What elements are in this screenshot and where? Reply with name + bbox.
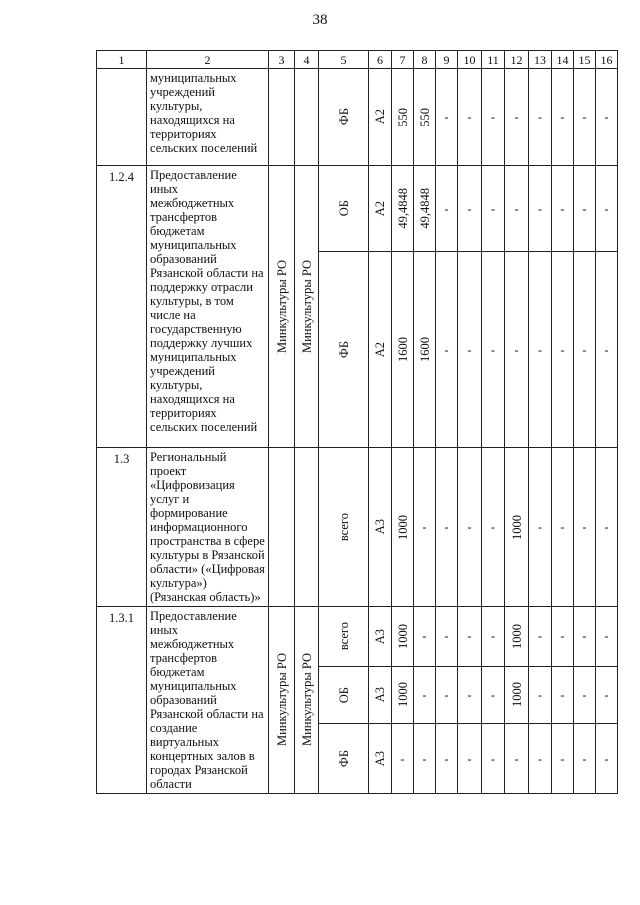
value-cell: - [552, 724, 574, 794]
value-cell: - [529, 69, 552, 166]
value-cell: - [482, 166, 505, 252]
header-cell: 16 [596, 51, 618, 69]
row-number-cell [97, 69, 147, 166]
value-cell: 49,4848 [392, 166, 414, 252]
table-row [97, 448, 618, 607]
value-cell: 550 [414, 69, 436, 166]
value-cell: - [482, 448, 505, 607]
value-cell: - [392, 724, 414, 794]
value-cell: 1000 [505, 448, 529, 607]
value-cell: - [458, 724, 482, 794]
value-cell: - [529, 724, 552, 794]
header-cell: 1 [97, 51, 147, 69]
row-name: Предоставление иных межбюджетных трансфертов бюджетам муниципальных образований Рязанской области на создание виртуальных концертных залов в городах Рязанской области [147, 607, 269, 794]
value-cell: - [505, 166, 529, 252]
value-cell: - [552, 666, 574, 724]
value-cell: - [414, 666, 436, 724]
value-cell: - [552, 69, 574, 166]
executor-cell: Минкультуры РО [295, 166, 319, 448]
value-cell: - [436, 166, 458, 252]
value-cell: - [482, 724, 505, 794]
value-cell: 1000 [392, 607, 414, 667]
value-cell: - [574, 448, 596, 607]
executor-cell [269, 69, 295, 166]
executor-cell: Минкультуры РО [269, 607, 295, 794]
value-cell: 1600 [392, 252, 414, 448]
value-cell: - [596, 448, 618, 607]
value-cell: - [414, 607, 436, 667]
header-cell: 14 [552, 51, 574, 69]
value-cell: - [482, 69, 505, 166]
code-cell: А3 [369, 666, 392, 724]
value-cell: - [529, 448, 552, 607]
value-cell: 550 [392, 69, 414, 166]
table-row [97, 166, 618, 252]
value-cell: - [596, 69, 618, 166]
source-cell: ОБ [319, 666, 369, 724]
value-cell: - [436, 724, 458, 794]
value-cell: - [458, 252, 482, 448]
source-cell: всего [319, 607, 369, 667]
value-cell: - [505, 724, 529, 794]
value-cell: 1000 [505, 666, 529, 724]
source-cell: ФБ [319, 252, 369, 448]
value-cell: - [436, 607, 458, 667]
header-cell: 8 [414, 51, 436, 69]
value-cell: - [482, 607, 505, 667]
value-cell: - [552, 607, 574, 667]
executor-cell [295, 448, 319, 607]
value-cell: - [574, 166, 596, 252]
row-number: 1.3.1 [97, 607, 147, 794]
value-cell: - [414, 448, 436, 607]
header-cell: 12 [505, 51, 529, 69]
source-cell: всего [319, 448, 369, 607]
header-cell: 9 [436, 51, 458, 69]
source-cell: ФБ [319, 724, 369, 794]
executor-cell [269, 448, 295, 607]
header-cell: 7 [392, 51, 414, 69]
value-cell: - [552, 166, 574, 252]
value-cell: - [458, 607, 482, 667]
value-cell: - [596, 166, 618, 252]
header-cell: 6 [369, 51, 392, 69]
value-cell: - [596, 724, 618, 794]
source-cell: ОБ [319, 166, 369, 252]
code-cell: А2 [369, 166, 392, 252]
header-cell: 2 [147, 51, 269, 69]
value-cell: - [574, 252, 596, 448]
value-cell: 49,4848 [414, 166, 436, 252]
value-cell: - [529, 607, 552, 667]
table-row [97, 69, 618, 166]
code-cell: А2 [369, 69, 392, 166]
value-cell: - [436, 69, 458, 166]
header-cell: 13 [529, 51, 552, 69]
executor-cell [295, 69, 319, 166]
table-row [97, 607, 618, 667]
value-cell: - [436, 448, 458, 607]
value-cell: - [482, 666, 505, 724]
code-cell: А3 [369, 724, 392, 794]
source-cell: ФБ [319, 69, 369, 166]
header-cell: 5 [319, 51, 369, 69]
value-cell: - [596, 666, 618, 724]
value-cell: - [529, 166, 552, 252]
value-cell: - [574, 724, 596, 794]
row-name: Предоставление иных межбюджетных трансфертов бюджетам муниципальных образований Рязанской области на поддержку отрасли культуры, в том числе на государственную поддержку лучших муниципальных учреждений культуры, находящихся на территориях сельских поселений [147, 166, 269, 448]
header-cell: 3 [269, 51, 295, 69]
row-number: 1.3 [97, 448, 147, 607]
value-cell: 1000 [392, 448, 414, 607]
value-cell: - [436, 666, 458, 724]
value-cell: - [552, 448, 574, 607]
value-cell: 1000 [392, 666, 414, 724]
value-cell: - [458, 448, 482, 607]
page-number: 38 [312, 12, 328, 28]
value-cell: - [529, 252, 552, 448]
value-cell: - [458, 666, 482, 724]
value-cell: - [552, 252, 574, 448]
value-cell: - [414, 724, 436, 794]
value-cell: - [529, 666, 552, 724]
header-cell: 11 [482, 51, 505, 69]
row-number: 1.2.4 [97, 166, 147, 448]
header-cell: 10 [458, 51, 482, 69]
executor-cell: Минкультуры РО [269, 166, 295, 448]
header-cell: 4 [295, 51, 319, 69]
code-cell: А3 [369, 607, 392, 667]
value-cell: - [458, 166, 482, 252]
value-cell: 1600 [414, 252, 436, 448]
code-cell: А2 [369, 252, 392, 448]
value-cell: - [505, 252, 529, 448]
value-cell: - [505, 69, 529, 166]
value-cell: - [574, 69, 596, 166]
header-cell: 15 [574, 51, 596, 69]
executor-cell: Минкультуры РО [295, 607, 319, 794]
header-row [97, 51, 618, 69]
value-cell: - [458, 69, 482, 166]
value-cell: - [574, 666, 596, 724]
value-cell: - [482, 252, 505, 448]
value-cell: - [596, 607, 618, 667]
row-name: муниципальных учреждений культуры, находящихся на территориях сельских поселений [147, 69, 269, 166]
value-cell: 1000 [505, 607, 529, 667]
value-cell: - [574, 607, 596, 667]
value-cell: - [436, 252, 458, 448]
code-cell: А3 [369, 448, 392, 607]
value-cell: - [596, 252, 618, 448]
budget-table [96, 50, 618, 794]
row-name: Региональный проект «Цифровизация услуг и формирование информационного пространства в сфере культуры в Рязанской области» («Цифровая культура») (Рязанская область)» [147, 448, 269, 607]
